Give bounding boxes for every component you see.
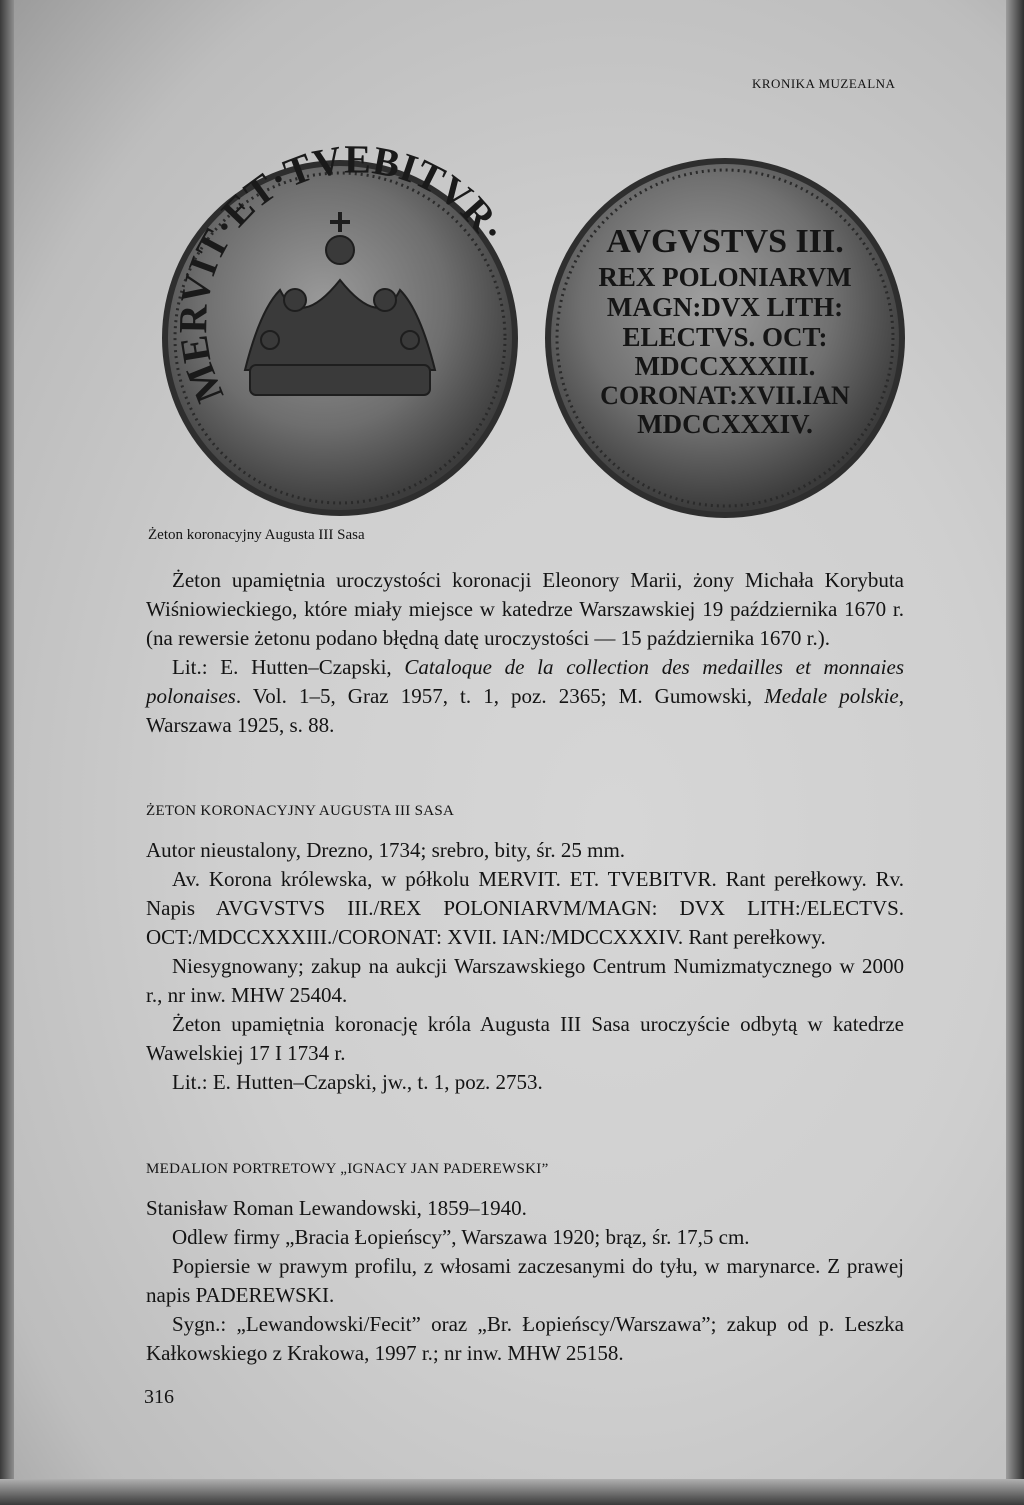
paragraph-author-3: Stanisław Roman Lewandowski, 1859–1940. <box>146 1196 527 1220</box>
coin-reverse <box>545 158 905 518</box>
entry-heading-zeton: ŻETON KORONACYJNY AUGUSTA III SASA <box>146 803 455 819</box>
coin-obverse <box>162 140 518 516</box>
reverse-line-4: ELECTVS. OCT: <box>622 322 828 352</box>
paragraph-literature-1 <box>146 653 904 740</box>
entry-heading-medalion: MEDALION PORTRETOWY „IGNACY JAN PADEREWSKI” <box>146 1161 549 1177</box>
page-edge-shadow-bottom <box>0 1479 1024 1505</box>
reverse-line-6: CORONAT:XVII.IAN <box>600 381 850 410</box>
reverse-line-5: MDCCXXXIII. <box>634 351 816 381</box>
lit-suffix: , Warszawa 1925, s. 88. <box>146 684 905 737</box>
paragraph-commemoration: Żeton upamiętnia uroczystości koronacji Eleonory Marii, żony Michała Korybuta Wiśniowieckiego, które miały miejsce w katedrze Warszawskiej 19 października 1670 r. (na rewersie żetonu podano błędną datę uroczystości — 15 października 1670 r.). <box>146 568 904 650</box>
page-edge-shadow-left <box>0 0 14 1505</box>
reverse-line-3: MAGN:DVX LITH: <box>606 292 844 322</box>
reverse-line-7: MDCCXXXIV. <box>637 409 813 439</box>
figure-caption: Żeton koronacyjny Augusta III Sasa <box>148 527 365 543</box>
lit-title-catalogue: Cataloque de la collection des medailles et monnaies polonaises <box>146 655 904 708</box>
page-edge-shadow-right <box>1006 0 1024 1505</box>
paragraph-literature-2: Lit.: E. Hutten–Czapski, jw., t. 1, poz. 2753. <box>172 1070 543 1094</box>
coin-photo <box>150 140 910 535</box>
entry-3-text <box>146 1155 904 1368</box>
paragraph-author: Autor nieustalony, Drezno, 1734; srebro, bity, śr. 25 mm. <box>146 838 626 862</box>
lit-middle: . Vol. 1–5, Graz 1957, t. 1, poz. 2365; M. Gumowski, <box>235 684 765 708</box>
paragraph-acquisition: Niesygnowany; zakup na aukcji Warszawskiego Centrum Numizmatycznego w 2000 r., nr inw. MHW 25404. <box>146 954 904 1007</box>
paragraph-note: Żeton upamiętnia koronację króla Augusta III Sasa uroczyście odbytą w katedrze Wawelskiej 17 I 1734 r. <box>146 1012 904 1065</box>
paragraph-description-3: Popiersie w prawym profilu, z włosami zaczesanymi do tyłu, w marynarce. Z prawej napis PADEREWSKI. <box>146 1254 904 1307</box>
reverse-line-2: REX POLONIARVM <box>598 262 852 292</box>
lit-prefix: Lit.: E. Hutten–Czapski, <box>172 655 405 679</box>
paragraph-description: Av. Korona królewska, w półkolu MERVIT. ET. TVEBITVR. Rant perełkowy. Rv. Napis AVGVSTVS III./REX POLONIARVM/MAGN: DVX LITH:/ELECTVS. OCT:/MDCCXXXIII./CORONAT: XVII. IAN:/MDCCXXXIV. Rant perełkowy. <box>146 867 904 949</box>
paragraph-cast: Odlew firmy „Bracia Łopieńscy”, Warszawa 1920; brąz, śr. 17,5 cm. <box>172 1225 750 1249</box>
paragraph-signature: Sygn.: „Lewandowski/Fecit” oraz „Br. Łopieńscy/Warszawa”; zakup od p. Leszka Kałkowskiego z Krakowa, 1997 r.; nr inw. MHW 25158. <box>146 1312 904 1365</box>
entry-1-text <box>146 566 904 740</box>
reverse-line-1: AVGVSTVS III. <box>606 223 844 260</box>
lit-title-medale: Medale polskie <box>764 684 899 708</box>
running-head: KRONIKA MUZEALNA <box>752 76 896 91</box>
obverse-legend: MERVIT·ET·TVEBITVR· <box>170 140 516 409</box>
coin-photo-plate <box>150 140 910 535</box>
page-number: 316 <box>144 1386 174 1408</box>
entry-2-text <box>146 797 904 1097</box>
